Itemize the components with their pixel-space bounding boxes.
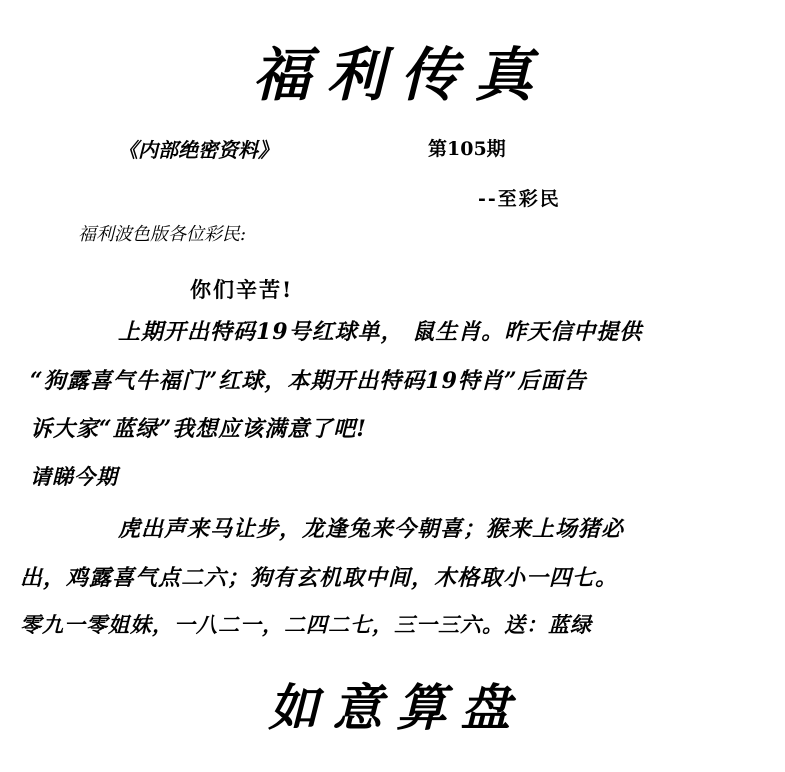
body-line-6: 出，鸡露喜气点二六；狗有玄机取中间，木格取小一四七。	[20, 565, 619, 591]
greeting: 你们辛苦!	[190, 277, 294, 302]
footer-title: 如意算盘	[268, 678, 525, 737]
body-line-7: 零九一零姐妹，一八二一，二四二七，三一三六。送：蓝绿	[20, 612, 592, 637]
subtitle-confidential: 《内部绝密资料》	[118, 138, 278, 162]
body-line-3: 诉大家“蓝绿”我想应该满意了吧!	[30, 416, 367, 442]
byline: --至彩民	[478, 188, 561, 210]
body-line-1: 上期开出特码19号红球单， 鼠生肖。昨天信中提供	[118, 319, 643, 345]
page-title: 福利传真	[252, 41, 549, 109]
body-line-4: 请睇今期	[30, 464, 118, 489]
body-line-2: “狗露喜气牛福门”红球，本期开出特码19特肖”后面告	[30, 368, 587, 394]
salutation: 福利波色版各位彩民:	[78, 224, 247, 245]
body-line-5: 虎出声来马让步，龙逢兔来今朝喜；猴来上场猪必	[118, 516, 625, 542]
issue-number: 第105期	[428, 138, 506, 160]
